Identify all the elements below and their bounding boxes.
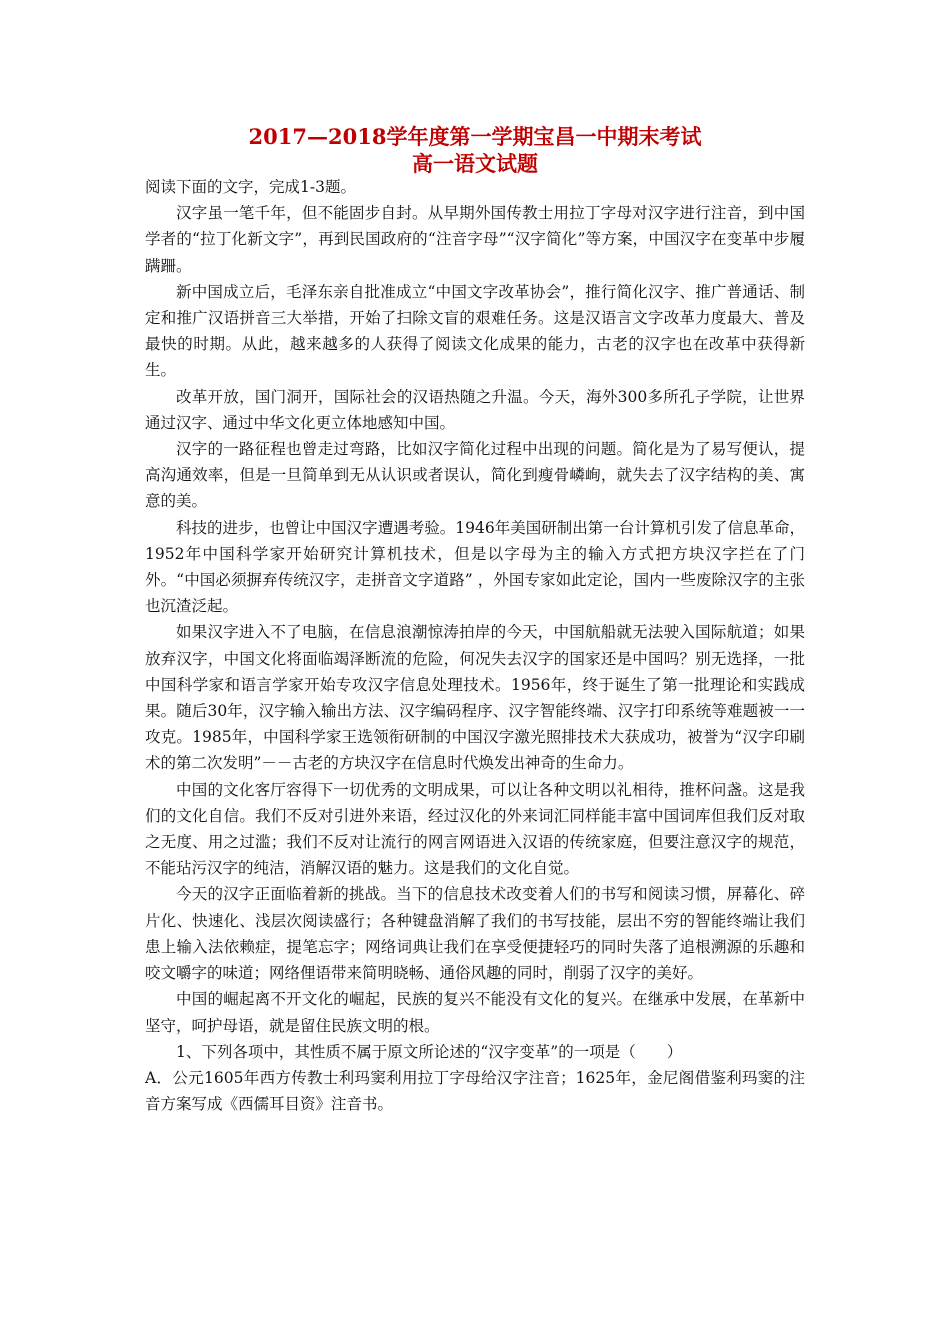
- paragraph: 科技的进步，也曾让中国汉字遭遇考验。1946年美国研制出第一台计算机引发了信息革命，1952年中国科学家开始研究计算机技术，但是以字母为主的输入方式把方块汉字拦在了门外。“中国必须摒弃传统汉字，走拼音文字道路” ，外国专家如此定论，国内一些废除汉字的主张也沉渣泛起。: [145, 518, 805, 616]
- paragraph: 新中国成立后，毛泽东亲自批准成立“中国文字改革协会”，推行简化汉字、推广普通话、制定和推广汉语拼音三大举措，开始了扫除文盲的艰难任务。这是汉语言文字改革力度最大、普及最快的时期。从此，越来越多的人获得了阅读文化成果的能力，古老的汉字也在改革中获得新生。: [145, 282, 805, 380]
- paragraph: 中国的崛起离不开文化的崛起，民族的复兴不能没有文化的复兴。在继承中发展，在革新中坚守，呵护母语，就是留住民族文明的根。: [145, 990, 805, 1035]
- document-body: [145, 174, 805, 1117]
- paragraph: 汉字的一路征程也曾走过弯路，比如汉字简化过程中出现的问题。简化是为了易写便认，提高沟通效率，但是一旦简单到无从认识或者误认，简化到瘦骨嶙峋，就失去了汉字结构的美、寓意的美。: [145, 440, 805, 511]
- question-stem: 1、下列各项中，其性质不属于原文所论述的“汉字变革”的一项是（ ）: [176, 1042, 683, 1061]
- exam-title: 2017—2018学年度第一学期宝昌一中期末考试: [248, 124, 702, 149]
- paragraph: 如果汉字进入不了电脑，在信息浪潮惊涛拍岸的今天，中国航船就无法驶入国际航道；如果放弃汉字，中国文化将面临竭泽断流的危险，何况失去汉字的国家还是中国吗？别无选择，一批中国科学家和语言学家开始专攻汉字信息处理技术。1956年，终于诞生了第一批理论和实践成果。随后30年，汉字输入输出方法、汉字编码程序、汉字智能终端、汉字打印系统等难题被一一攻克。1985年，中国科学家王选领衔研制的中国汉字激光照排技术大获成功，被誉为“汉字印刷术的第二次发明”－－古老的方块汉字在信息时代焕发出神奇的生命力。: [145, 623, 805, 773]
- paragraph: 汉字虽一笔千年，但不能固步自封。从早期外国传教士用拉丁字母对汉字进行注音，到中国学者的“拉丁化新文字”，再到民国政府的“注音字母”“汉字简化”等方案，中国汉字在变革中步履蹒跚。: [145, 204, 805, 275]
- reading-instruction: 阅读下面的文字，完成1-3题。: [145, 178, 356, 196]
- paragraph: 中国的文化客厅容得下一切优秀的文明成果，可以让各种文明以礼相待，推杯问盏。这是我们的文化自信。我们不反对引进外来语，经过汉化的外来词汇同样能丰富中国词库但我们反对取之无度、用之过滥；我们不反对让流行的网言网语进入汉语的传统家庭，但要注意汉字的规范，不能玷污汉字的纯洁，消解汉语的魅力。这是我们的文化自觉。: [145, 780, 805, 878]
- paragraph: 改革开放，国门洞开，国际社会的汉语热随之升温。今天，海外300多所孔子学院，让世界通过汉字、通过中华文化更立体地感知中国。: [145, 387, 805, 432]
- question-option-a: A．公元1605年西方传教士利玛窦利用拉丁字母给汉字注音；1625年，金尼阁借鉴利玛窦的注音方案写成《西儒耳目资》注音书。: [145, 1068, 805, 1114]
- exam-subtitle: 高一语文试题: [412, 151, 538, 176]
- paragraph: 今天的汉字正面临着新的挑战。当下的信息技术改变着人们的书写和阅读习惯，屏幕化、碎片化、快速化、浅层次阅读盛行；各种键盘消解了我们的书写技能，层出不穷的智能终端让我们患上输入法依赖症，提笔忘字；网络词典让我们在享受便捷轻巧的同时失落了追根溯源的乐趣和咬文嚼字的味道；网络俚语带来简明晓畅、通俗风趣的同时，削弱了汉字的美好。: [145, 885, 805, 983]
